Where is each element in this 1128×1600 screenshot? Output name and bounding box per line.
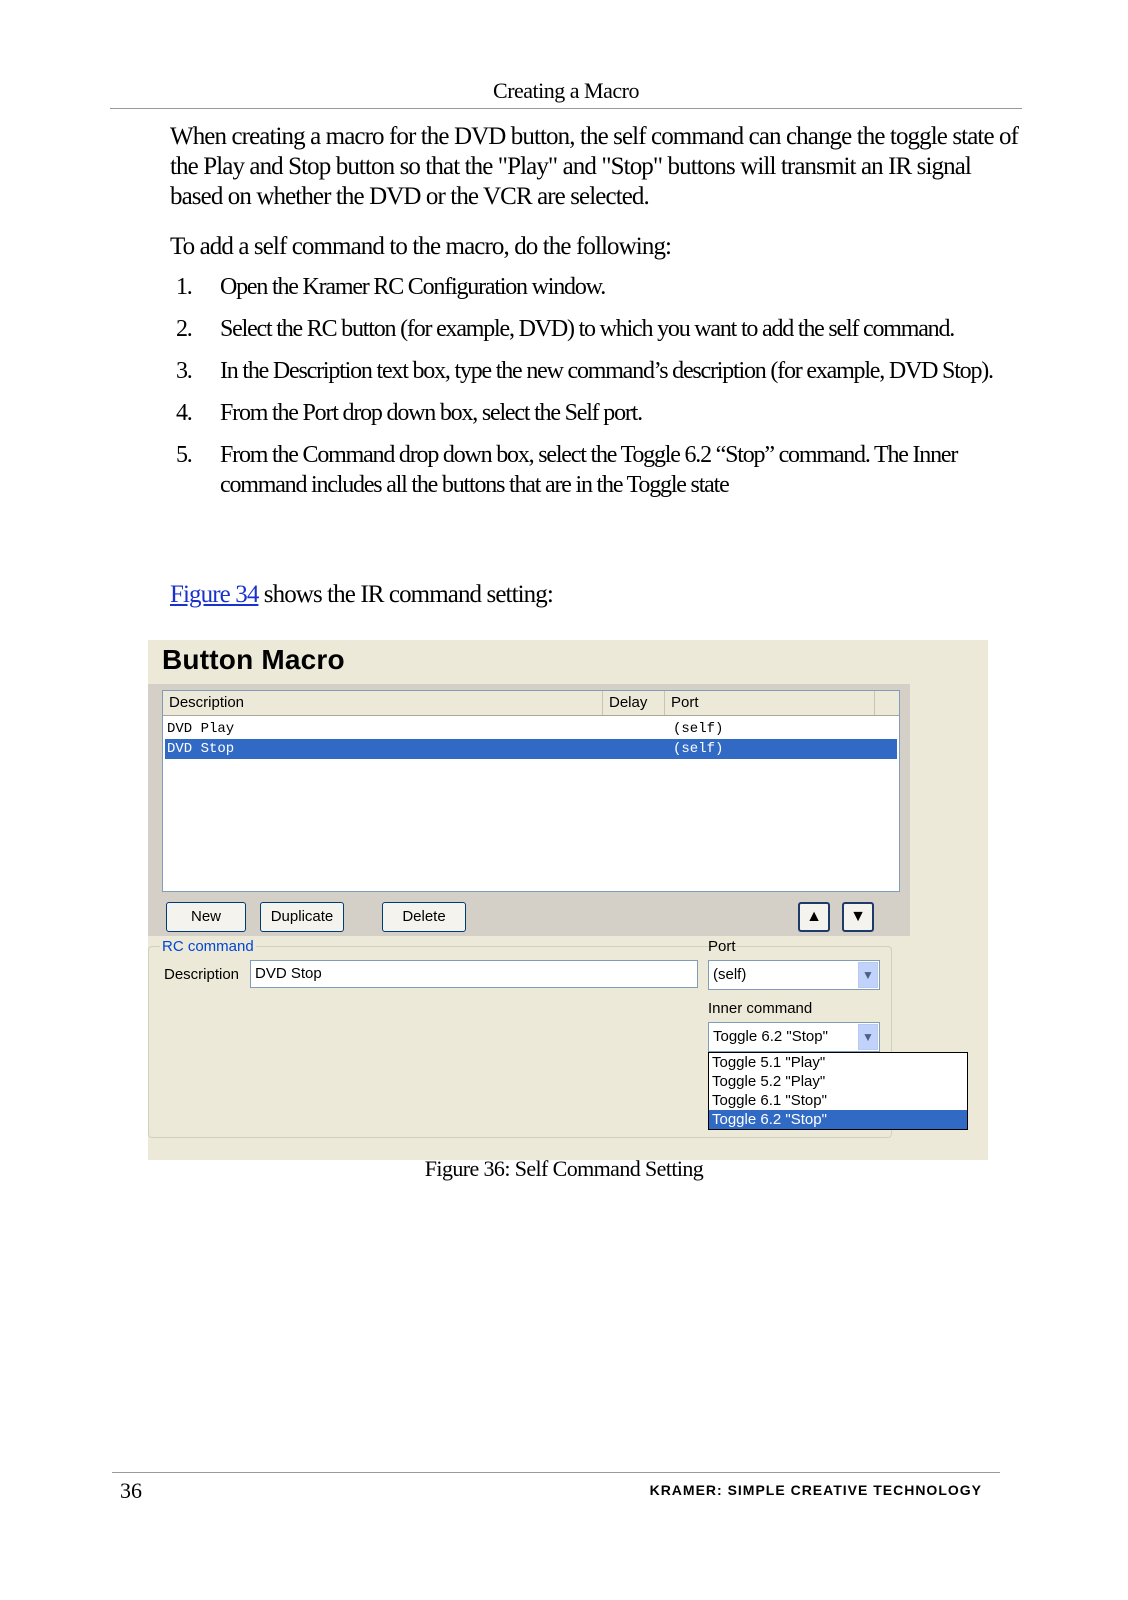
step-text: Select the RC button (for example, DVD) to which you want to add the self command. <box>220 316 955 342</box>
arrow-down-icon: ▼ <box>850 908 866 925</box>
inner-command-dropdown-list[interactable] <box>708 1052 968 1130</box>
delete-button[interactable]: Delete <box>382 902 466 932</box>
inner-command-select[interactable] <box>708 1022 880 1052</box>
page-number: 36 <box>120 1478 142 1503</box>
step-number: 5. <box>176 442 192 468</box>
footer-divider <box>112 1472 1000 1473</box>
macro-list[interactable] <box>162 690 900 892</box>
dropdown-option[interactable]: Toggle 6.1 "Stop" <box>712 1092 827 1109</box>
arrow-up-icon: ▲ <box>806 908 822 925</box>
dropdown-option[interactable]: Toggle 5.2 "Play" <box>712 1073 826 1090</box>
step-text: Open the Kramer RC Configuration window. <box>220 274 606 300</box>
column-header-port[interactable]: Port <box>665 691 875 715</box>
row-port: (self) <box>673 741 724 757</box>
rc-command-label: RC command <box>162 938 254 955</box>
step-number: 2. <box>176 316 192 342</box>
button-macro-screenshot <box>148 640 988 1160</box>
move-down-button[interactable] <box>842 902 874 932</box>
list-item <box>170 440 1010 500</box>
step-number: 3. <box>176 358 192 384</box>
inner-command-label: Inner command <box>708 1000 813 1017</box>
duplicate-button[interactable]: Duplicate <box>260 902 344 932</box>
figure-link[interactable]: Figure 34 <box>170 581 259 608</box>
list-item <box>170 314 1010 344</box>
figure-caption: Figure 36: Self Command Setting <box>424 1156 704 1181</box>
header-title: Creating a Macro <box>493 78 639 103</box>
dropdown-option-selected[interactable]: Toggle 6.2 "Stop" <box>709 1110 967 1129</box>
chevron-down-icon[interactable]: ▼ <box>858 962 878 988</box>
intro-paragraph: When creating a macro for the DVD button, the self command can change the toggle state of the Play and Stop button so that the "Play" and "Stop" buttons will transmit an IR signal based on whether the DVD or the VCR are selected. <box>170 123 1019 210</box>
step-text: In the Description text box, type the new command’s description (for example, DVD Stop). <box>220 358 993 384</box>
row-description: DVD Stop <box>167 741 235 757</box>
figure-reference-text: shows the IR command setting: <box>258 581 553 608</box>
figure-reference-paragraph <box>170 580 1020 610</box>
dialog-title: Button Macro <box>162 644 345 675</box>
list-item <box>170 398 1010 428</box>
footer-brand: KRAMER: SIMPLE CREATIVE TECHNOLOGY <box>649 1482 982 1498</box>
step-text: From the Port drop down box, select the Self port. <box>220 400 642 426</box>
row-port: (self) <box>673 721 724 737</box>
column-header-description[interactable]: Description <box>163 691 603 715</box>
port-select[interactable] <box>708 960 880 990</box>
page-header <box>110 72 1022 109</box>
port-select-value: (self) <box>713 966 747 983</box>
inner-command-value: Toggle 6.2 "Stop" <box>713 1028 828 1045</box>
new-button[interactable]: New <box>166 902 246 932</box>
port-label: Port <box>708 938 736 955</box>
row-description: DVD Play <box>167 721 235 737</box>
list-header <box>163 691 899 716</box>
move-up-button[interactable] <box>798 902 830 932</box>
step-text: From the Command drop down box, select the Toggle 6.2 “Stop” command. The Inner command includes all the buttons that are in the Toggle state <box>220 442 958 498</box>
lead-paragraph: To add a self command to the macro, do the following: <box>170 233 672 260</box>
description-field[interactable]: DVD Stop <box>250 960 698 988</box>
list-item <box>170 272 1010 302</box>
dropdown-option[interactable]: Toggle 5.1 "Play" <box>712 1054 826 1071</box>
column-header-delay[interactable]: Delay <box>603 691 665 715</box>
description-label: Description <box>164 966 240 983</box>
step-number: 1. <box>176 274 192 300</box>
chevron-down-icon[interactable]: ▼ <box>858 1024 878 1050</box>
steps-list <box>170 272 1010 512</box>
list-item <box>170 356 1010 386</box>
table-row[interactable] <box>165 719 897 739</box>
step-number: 4. <box>176 400 192 426</box>
table-row-selected[interactable] <box>165 739 897 759</box>
